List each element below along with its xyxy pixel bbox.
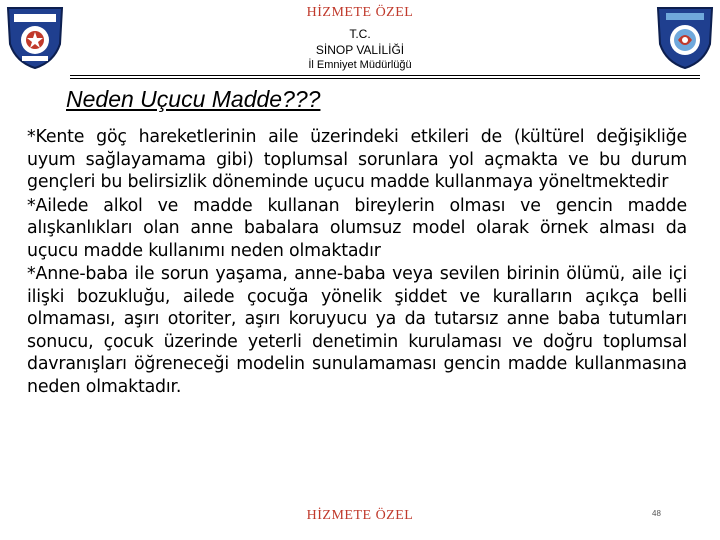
header-divider-bottom: [70, 78, 700, 79]
paragraph-migration: *Kente göç hareketlerinin aile üzerindeki etkileri de (kültürel değişikliğe uyum sağlayamama gibi) toplumsal sorunlara yol açmakta ve bu durum gençleri bu belirsizlik döneminde uçucu madde kullanmaya yöneltmektedir: [27, 127, 687, 192]
header-line-directorate: İl Emniyet Müdürlüğü: [308, 59, 412, 71]
header-line-tc: T.C.: [349, 27, 371, 41]
page-number: 48: [652, 509, 661, 518]
classification-footer: HİZMETE ÖZEL: [306, 508, 414, 523]
header-line-governorship: SİNOP VALİLİĞİ: [315, 43, 405, 57]
slide-body: [27, 126, 687, 399]
header-divider-top: [70, 75, 700, 76]
paragraph-family-problems: *Anne-baba ile sorun yaşama, anne-baba veya sevilen birinin ölümü, aile içi ilişki bozukluğu, ailede çocuğa yönelik şiddet ve kuralların açıkça belli olmaması, aşırı otoriter, aşırı koruyucu ya da tutarsız anne baba tutumları sonucu, çocuk üzerinde yeterli denetimin kurulaması ve doğru toplumsal davranışları öğreneceği modelin sunulamaması gencin madde kullanmasına neden olmaktadır.: [27, 264, 687, 397]
paragraph-family-substance-use: *Ailede alkol ve madde kullanan bireylerin olması ve gencin madde alışkanlıkları olan anne babalara olumsuz model olarak örnek alması da uçucu madde kullanımı neden olmaktadır: [27, 195, 687, 261]
slide-title: Neden Uçucu Madde???: [66, 86, 321, 112]
classification-header: HİZMETE ÖZEL: [306, 5, 414, 20]
